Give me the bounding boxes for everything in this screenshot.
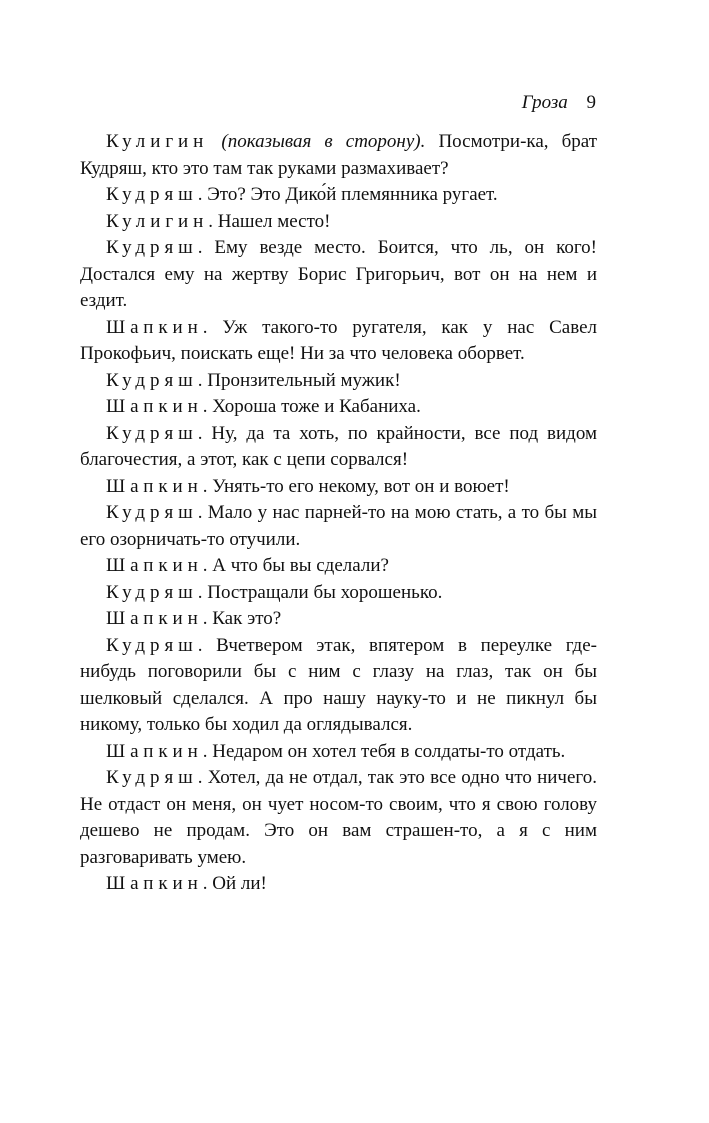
play-text — [80, 129, 597, 898]
dialogue-text: . Пронзительный мужик! — [197, 369, 401, 391]
speaker-name: Шапкин — [106, 608, 203, 629]
dialogue-line — [80, 871, 597, 898]
speaker-name: Шапкин — [106, 475, 203, 497]
dialogue-line — [80, 739, 597, 766]
stage-direction: (показывая в сторону). — [221, 131, 426, 152]
dialogue-text: . Вчетвером этак, впятером в переулке где-нибудь поговорили бы с ним с глазу на глаз, так он бы шелковый сделался. А про нашу науку-то и не пикнул бы никому, только бы ходил да оглядывался. — [80, 634, 597, 735]
dialogue-line — [80, 315, 597, 368]
dialogue-text: . Постращали бы хорошенько. — [197, 581, 443, 603]
speaker-name: Шапкин — [106, 740, 203, 762]
dialogue-text: . Недаром он хотел тебя в солдаты-то отдать. — [202, 740, 566, 762]
speaker-name: Шапкин — [106, 396, 203, 417]
speaker-name: Кудряш — [106, 237, 198, 258]
dialogue-text: . Ой ли! — [202, 873, 267, 894]
dialogue-text: . А что бы вы сделали? — [202, 555, 389, 576]
dialogue-text: . Ему везде место. Боится, что ль, он кого! Достался ему на жертву Борис Григорьич, вот он на нем и ездит. — [80, 237, 597, 311]
running-head — [522, 91, 596, 115]
speaker-name: Шапкин — [106, 873, 203, 894]
dialogue-text: . Хороша тоже и Кабаниха. — [202, 396, 421, 417]
dialogue-line — [80, 580, 597, 607]
speaker-name: Кудряш — [106, 581, 198, 603]
dialogue-text: Посмотри-ка, брат Кудряш, кто это там так руками размахивает? — [80, 131, 598, 179]
dialogue-line — [80, 633, 597, 739]
dialogue-line — [80, 606, 597, 633]
book-title: Гроза — [521, 92, 568, 113]
speaker-name: Кудряш — [106, 634, 198, 656]
dialogue-line — [80, 129, 597, 182]
dialogue-line — [80, 394, 597, 421]
page-number: 9 — [586, 92, 596, 113]
dialogue-line — [80, 182, 597, 209]
speaker-name: Кудряш — [106, 502, 198, 523]
dialogue-line — [80, 235, 597, 315]
dialogue-text: . Нашел место! — [208, 210, 331, 232]
dialogue-text: . Как это? — [202, 608, 282, 629]
speaker-name: Шапкин — [106, 555, 203, 576]
speaker-name: Кудряш — [106, 369, 198, 391]
dialogue-text: . Это? Это Дико́й племянника ругает. — [197, 184, 498, 205]
dialogue-line — [80, 553, 597, 580]
dialogue-line — [80, 765, 597, 871]
speaker-name: Шапкин — [106, 316, 203, 338]
speaker-name: Кудряш — [106, 422, 198, 444]
dialogue-text: . Унять-то его некому, вот он и воюет! — [202, 475, 510, 497]
dialogue-text: . Мало у нас парней-то на мою стать, а то бы мы его озорничать-то отучили. — [80, 502, 597, 550]
dialogue-line — [80, 421, 597, 474]
speaker-name: Кудряш — [106, 767, 198, 788]
dialogue-text: . Уж такого-то ругателя, как у нас Савел Прокофьич, поискать еще! Ни за что человека оборвет. — [80, 316, 597, 364]
speaker-name: Кулигин — [106, 131, 209, 152]
dialogue-line — [80, 209, 597, 236]
dialogue-line — [80, 474, 597, 501]
speaker-name: Кудряш — [106, 184, 198, 205]
dialogue-text: . Ну, да та хоть, по крайности, все под видом благочестия, а этот, как с цепи сорвался! — [80, 422, 597, 470]
dialogue-line — [80, 368, 597, 395]
dialogue-line — [80, 500, 597, 553]
speaker-name: Кулигин — [106, 210, 209, 232]
dialogue-text: . Хотел, да не отдал, так это все одно что ничего. Не отдаст он меня, он чует носом-то своим, что я свою голову дешево не продам. Это он вам страшен-то, а я с ним разговаривать умею. — [80, 767, 597, 868]
